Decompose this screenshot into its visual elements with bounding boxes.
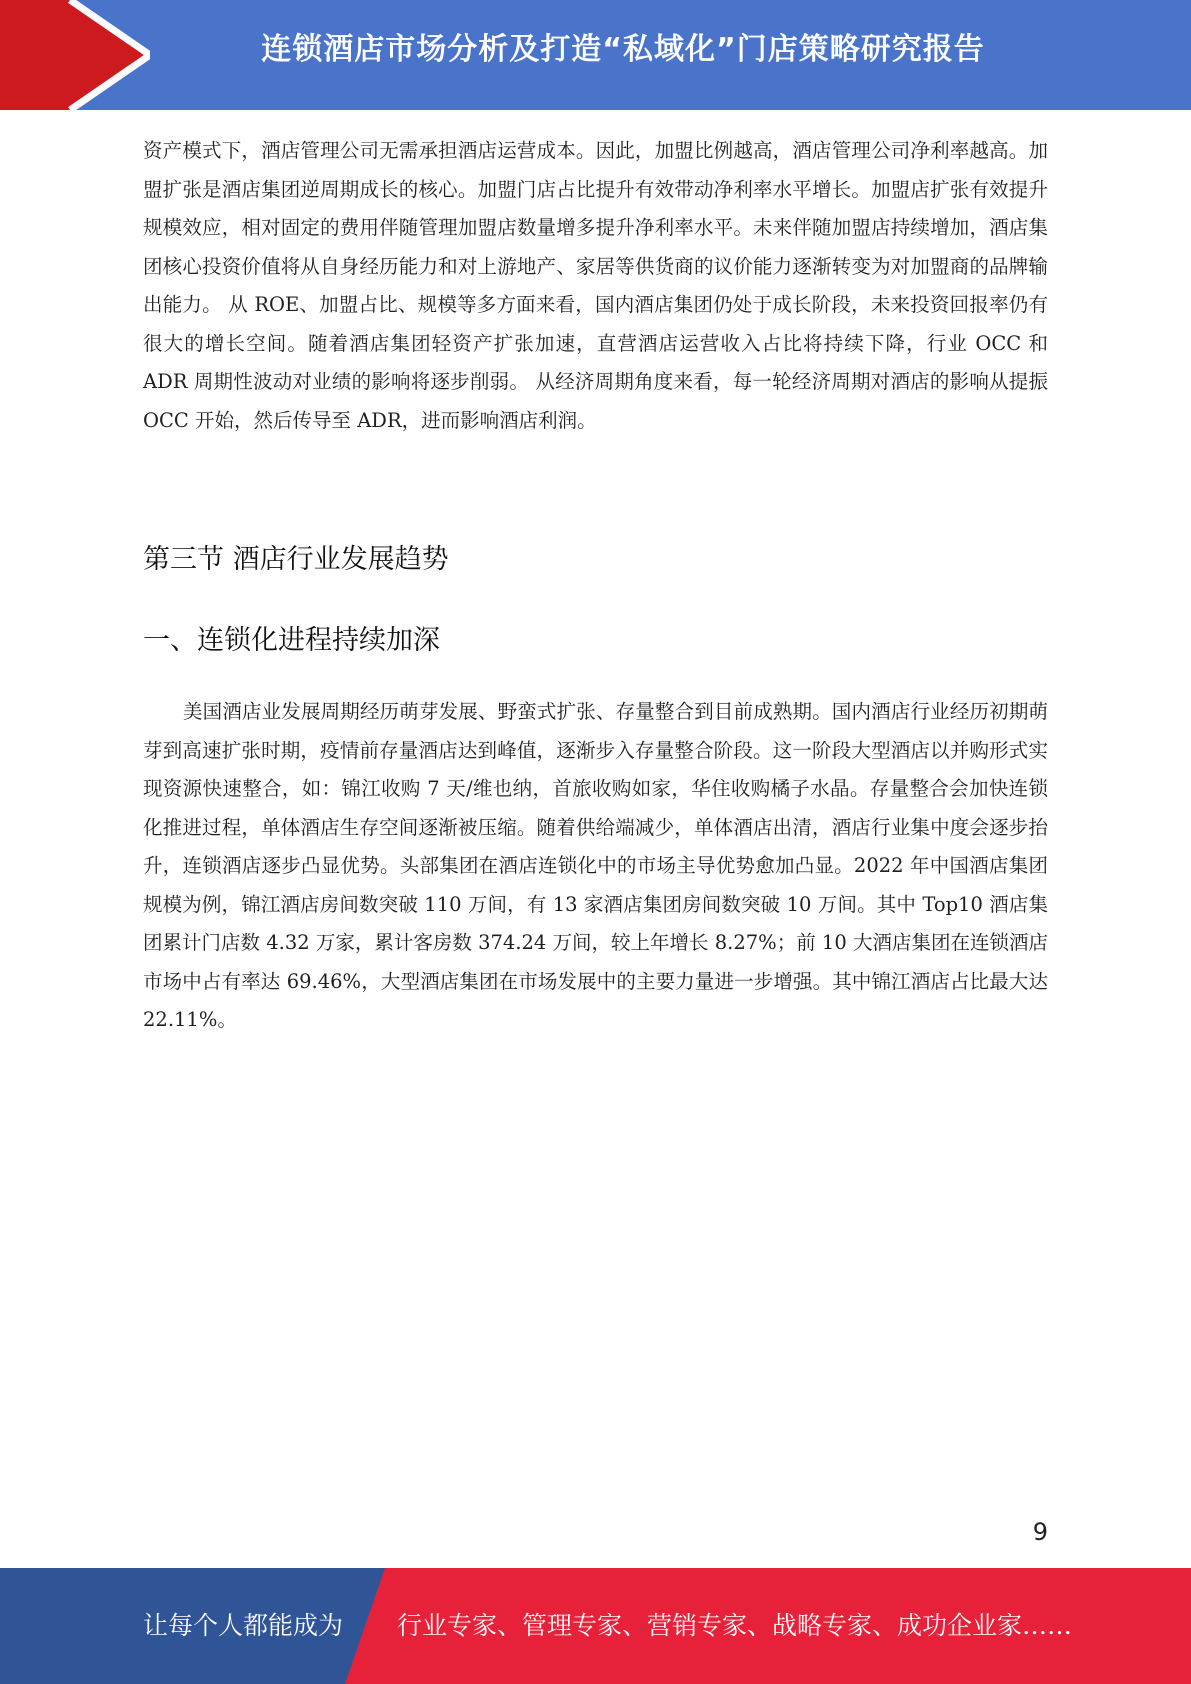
- footer-slogan-right: 行业专家、管理专家、营销专家、战略专家、成功企业家……: [397, 1611, 1073, 1640]
- section-heading: 第三节 酒店行业发展趋势: [143, 544, 449, 575]
- header-red-chevron: [0, 0, 150, 110]
- page-number: 9: [1032, 1518, 1048, 1546]
- body-paragraph-1: 资产模式下，酒店管理公司无需承担酒店运营成本。因此，加盟比例越高，酒店管理公司净利率越高。加盟扩张是酒店集团逆周期成长的核心。加盟门店占比提升有效带动净利率水平增长。加盟店扩张有效提升规模效应，相对固定的费用伴随管理加盟店数量增多提升净利率水平。未来伴随加盟店持续增加，酒店集团核心投资价值将从自身经历能力和对上游地产、家居等供货商的议价能力逐渐转变为对加盟商的品牌输出能力。 从 ROE、加盟占比、规模等多方面来看，国内酒店集团仍处于成长阶段，未来投资回报率仍有很大的增长空间。随着酒店集团轻资产扩张加速，直营酒店运营收入占比将持续下降，行业 OCC 和 ADR 周期性波动对业绩的影响将逐步削弱。 从经济周期角度来看，每一轮经济周期对酒店的影响从提振 OCC 开始，然后传导至 ADR，进而影响酒店利润。: [143, 139, 1048, 432]
- report-title: 连锁酒店市场分析及打造“私域化”门店策略研究报告: [261, 32, 985, 67]
- page-header: [0, 0, 1191, 110]
- subsection-heading: 一、连锁化进程持续加深: [143, 625, 440, 656]
- page-footer: [0, 1568, 1191, 1684]
- body-paragraph-2: 美国酒店业发展周期经历萌芽发展、野蛮式扩张、存量整合到目前成熟期。国内酒店行业经历初期萌芽到高速扩张时期，疫情前存量酒店达到峰值，逐渐步入存量整合阶段。这一阶段大型酒店以并购形式实现资源快速整合，如：锦江收购 7 天/维也纳，首旅收购如家，华住收购橘子水晶。存量整合会加快连锁化推进过程，单体酒店生存空间逐渐被压缩。随着供给端减少，单体酒店出清，酒店行业集中度会逐步抬升，连锁酒店逐步凸显优势。头部集团在酒店连锁化中的市场主导优势愈加凸显。2022 年中国酒店集团规模为例，锦江酒店房间数突破 110 万间，有 13 家酒店集团房间数突破 10 万间。其中 Top10 酒店集团累计门店数 4.32 万家，累计客房数 374.24 万间，较上年增长 8.27%；前 10 大酒店集团在连锁酒店市场中占有率达 69.46%，大型酒店集团在市场发展中的主要力量进一步增强。其中锦江酒店占比最大达 22.11%。: [143, 700, 1048, 1031]
- footer-slogan-left: 让每个人都能成为: [143, 1611, 344, 1640]
